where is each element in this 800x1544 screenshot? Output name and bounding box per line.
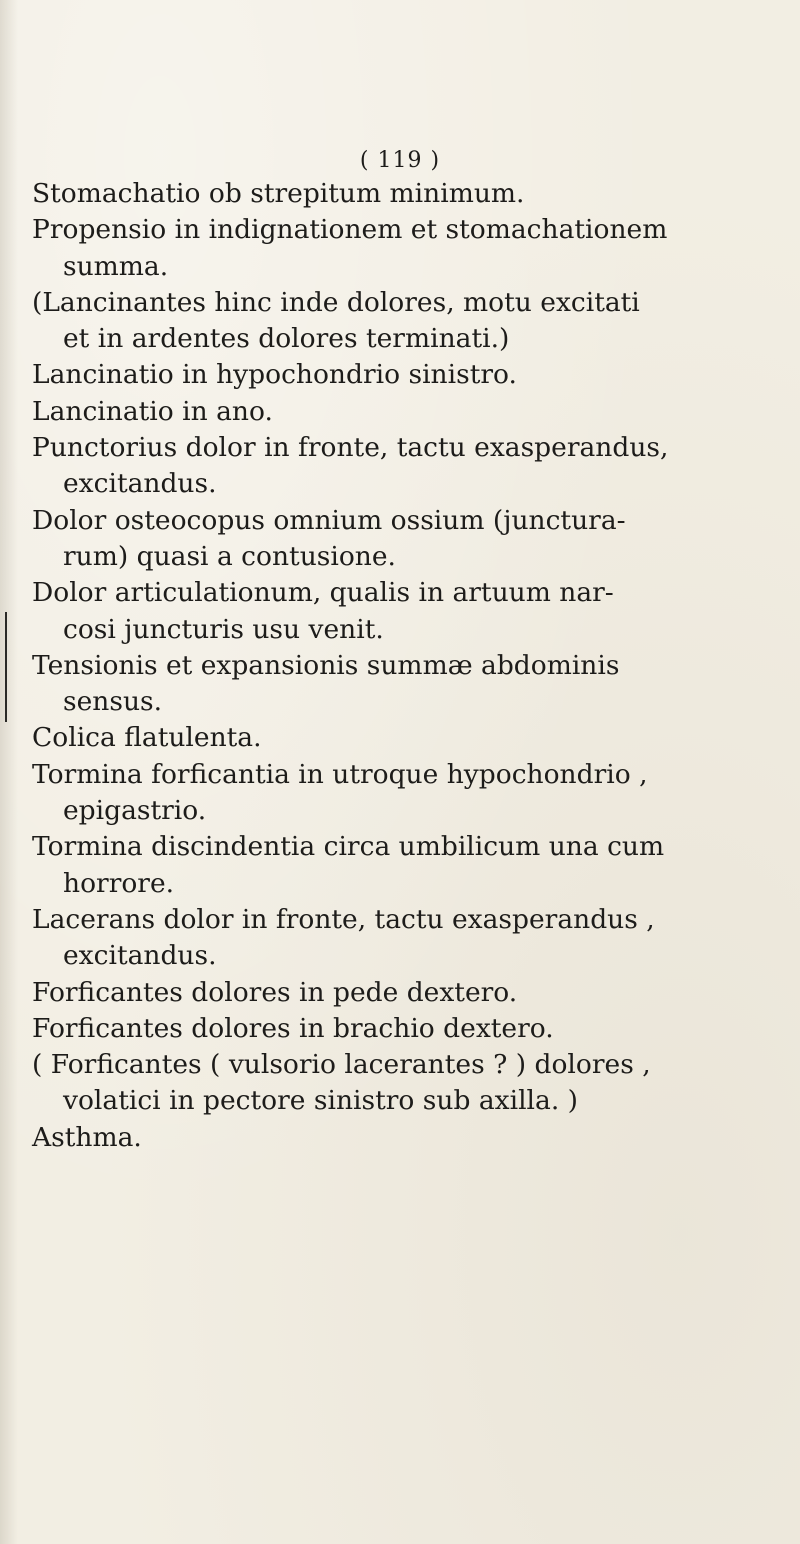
text-line: ( Forficantes ( vulsorio lacerantes ? ) dolores , bbox=[32, 1049, 651, 1081]
text-line: Lancinatio in ano. bbox=[32, 395, 273, 427]
page-number: ( 119 ) bbox=[359, 148, 441, 173]
text-line: Forficantes dolores in pede dextero. bbox=[32, 976, 518, 1008]
text-line: rum) quasi a contusione. bbox=[63, 540, 396, 572]
text-line: Dolor osteocopus omnium ossium (junctura- bbox=[32, 504, 626, 536]
text-line: excitandus. bbox=[63, 468, 217, 500]
text-line: Tormina forficantia in utroque hypochondrio , bbox=[32, 758, 648, 790]
text-line: summa. bbox=[63, 250, 169, 282]
text-line: sensus. bbox=[63, 686, 163, 718]
text-line: (Lancinantes hinc inde dolores, motu excitati bbox=[32, 286, 640, 318]
text-line: epigastrio. bbox=[63, 795, 207, 827]
text-line: excitandus. bbox=[63, 940, 217, 972]
page-edge-shadow bbox=[0, 0, 18, 1544]
text-line: Propensio in indignationem et stomachationem bbox=[32, 214, 668, 246]
text-line: cosi juncturis usu venit. bbox=[63, 613, 384, 645]
text-line: Forficantes dolores in brachio dextero. bbox=[32, 1012, 554, 1044]
text-line: Colica flatulenta. bbox=[32, 722, 262, 754]
text-line: et in ardentes dolores terminati.) bbox=[63, 323, 510, 355]
text-line: Lacerans dolor in fronte, tactu exasperandus , bbox=[32, 903, 655, 935]
text-line: Lancinatio in hypochondrio sinistro. bbox=[32, 359, 517, 391]
text-line: Stomachatio ob strepitum minimum. bbox=[32, 178, 525, 209]
body-text bbox=[32, 176, 772, 1156]
text-line: volatici in pectore sinistro sub axilla. ) bbox=[63, 1085, 579, 1117]
text-line: horrore. bbox=[63, 867, 175, 899]
text-line: Tormina discindentia circa umbilicum una cum bbox=[32, 831, 665, 863]
margin-rule bbox=[5, 612, 7, 722]
text-line: Tensionis et expansionis summæ abdominis bbox=[32, 649, 620, 681]
text-line: Punctorius dolor in fronte, tactu exasperandus, bbox=[32, 432, 669, 464]
text-line: Dolor articulationum, qualis in artuum nar- bbox=[32, 577, 614, 609]
text-line: Asthma. bbox=[32, 1121, 142, 1153]
